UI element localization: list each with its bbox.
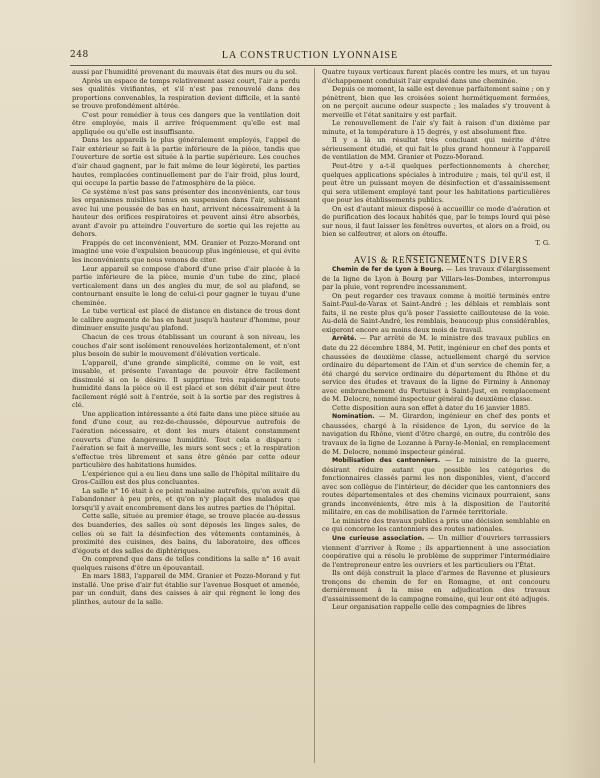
section-title: AVIS & RENSEIGNEMENTS DIVERS (353, 255, 529, 266)
journal-title: LA CONSTRUCTION LYONNAISE (221, 50, 399, 61)
paragraph: Une application intéressante a été faite dans une pièce située au fond d'une cour, au rez-de-chaussée, dépourvue autrefois de l'aération nécessaire, et dont les murs étaient constamment couverts d'une dangereuse humidité. Tout cela a disparu : l'aération se fait à merveille, les murs sont secs ; et la respiration s'effectue très librement et sans être gênée par cette odeur particulière des habitations humides. (72, 409, 300, 470)
notice-paragraph (322, 534, 550, 569)
page-header (70, 50, 550, 64)
page-number: 248 (70, 50, 89, 60)
paragraph: La salle n° 16 était à ce point malsaine autrefois, qu'on avait dû l'abandonner à peu près, et qu'on n'y plaçait des malades que lorsqu'il y avait encombrement dans les autres parties de l'hôpital. (72, 486, 300, 512)
paragraph: Après un espace de temps relativement assez court, l'air a perdu ses qualités vivifiantes, et s'il n'est pas renouvelé dans des proportions convenables, la respiration devient difficile, et la santé se trouve profondément altérée. (72, 76, 300, 111)
paragraph: Le renouvellement de l'air s'y fait à raison d'un dixième par minute, et la température à 15 degrés, y est absolument fixe. (322, 119, 550, 136)
left-column (72, 68, 300, 606)
paragraph: Leur appareil se compose d'abord d'une prise d'air placée à la partie inférieure de la pièce, munie d'un tube de zinc, placé verticalement dans un des angles du mur, de sol au plafond, se contournant ensuite le long de celui-ci pour gagner le tuyau d'une cheminée. (72, 264, 300, 307)
paragraph: Il y a là un résultat très concluant qui mérite d'être sérieusement étudié, et qui fait le plus grand honneur à l'appareil de ventilation de MM. Granier et Pozzo-Morand. (322, 136, 550, 162)
notice-text: — Par arrêté de M. le ministre des travaux publics en date du 22 décembre 1884, M. Petit, ingénieur en chef des ponts et chaussées de deuxième classe, actuellement chargé du service ordinaire du département de l'Ain et d'un service de chemin fer, a été chargé du service ordinaire du département du Rhône et du service des études et travaux de la ligne de Firminy à Annonay avec embranchement du Pertuiset à Saint-Just, en remplacement de M. Delocre, nommé inspecteur général de deuxième classe. (322, 334, 550, 404)
paragraph: C'est pour remédier à tous ces dangers que la ventilation doit être employée, mais il arrive fréquemment qu'elle est mal appliquée ou qu'elle est insuffisante. (72, 110, 300, 136)
paragraph: Cette salle, située au premier étage, se trouve placée au-dessus des buanderies, des salles où sont déposés les linges sales, de celles où se fait la désinfection des vêtements contaminés, à proximité des cuisines, des bains, du laboratoire, des offices d'égouts et des salles de diphtériques. (72, 512, 300, 555)
notice-heading: Une curieuse association. (332, 534, 425, 542)
paragraph: Dans les appareils le plus généralement employés, l'appel de l'air extérieur se fait à la partie inférieure de la pièce, tandis que l'ouverture de sortie est située à la partie supérieure. Les couches d'air chaud gagnent, par le fait même de leur légèreté, les parties hautes, remplacées continuellement par de l'air froid, plus lourd, qui occupe la partie basse de l'atmosphère de la pièce. (72, 136, 300, 188)
notice-heading: Chemin de fer de Lyon à Bourg. (332, 266, 444, 274)
paragraph: Peut-être y a-t-il quelques perfectionnements à chercher, quelques applications spéciales à introduire ; mais, tel qu'il est, il peut être un puissant moyen de désinfection et d'assainissement qui sera utilement employé tant pour les habitations particulières que pour les établissements publics. (322, 162, 550, 205)
paragraph: Quatre tuyaux verticaux furent placés contre les murs, et un tuyau d'échappement conduisit l'air expulsé dans une cheminée. (322, 68, 550, 85)
notice-text: — Un millier d'ouvriers terrassiers viennent d'arriver à Rome ; ils appartiennent à une association coopérative qui a résolu le problème de supprimer l'intermédiaire de l'entrepreneur entre les ouvriers et les particuliers ou l'État. (322, 533, 550, 569)
notice-paragraph (322, 265, 550, 292)
notice-paragraph (322, 334, 550, 403)
notice-paragraph (322, 456, 550, 517)
paragraph: On est d'autant mieux disposé à accueillir ce mode d'aération et de purification des locaux habités que, par le temps lourd qui pèse sur nous, il faut laisser les fenêtres ouvertes, et alors on a froid, ou bien se calfeutrer, et alors on étouffe. (322, 204, 550, 239)
notice-heading: Nomination. (332, 413, 375, 421)
notice-text: Cette disposition aura son effet à dater du 16 janvier 1885. (332, 403, 531, 412)
notice-paragraph (322, 603, 550, 612)
notice-text: Le ministre des travaux publics a pris une décision semblable en ce qui concerne les cantonniers des routes nationales. (322, 516, 550, 534)
paragraph: Depuis ce moment, la salle est devenue parfaitement saine ; on y pénètrent, bien que les croisées soient hermétiquement fermées, on ne perçoit aucune odeur suspecte ; les malades s'y trouvent à merveille et l'état sanitaire y est parfait. (322, 85, 550, 119)
notice-text: — M. Girardon, ingénieur en chef des ponts et chaussées, chargé à la résidence de Lyon, du service de la navigation du Rhône, vient d'être chargé, en outre, du contrôle des travaux de la ligne de Lozanne à Paray-le-Monial, en remplacement de M. Delocre, nommé inspecteur général. (322, 412, 550, 456)
notice-paragraph (322, 569, 550, 603)
article-signature: T. G. (535, 238, 550, 247)
notice-paragraph (322, 517, 550, 534)
notice-text: On peut regarder ces travaux comme à moitié terminés entre Saint-Paul-de-Varax et Saint-André ; les déblais et remblais sont faits, il ne reste plus qu'à poser l'assiette caillouteuse de la voie. Au-delà de Saint-André, les remblais, beaucoup plus considérables, exigeront encore au moins deux mois de travail. (322, 291, 550, 334)
notice-heading: Arrêté. (332, 335, 357, 343)
notice-heading: Mobilisation des cantonniers. (332, 457, 441, 465)
notice-text: — Le ministre de la guerre, désirant réduire autant que possible les catégories de fonctionnaires classés parmi les non disponibles, vient, d'accord avec son collègue de l'intérieur, de décider que les cantonniers des routes départementales et des chemins vicinaux pourraient, sans grands inconvénients, être mis à la disposition de l'autorité militaire, en cas de mobilisation de l'armée territoriale. (322, 456, 550, 517)
notice-paragraph (322, 412, 550, 456)
notice-text: Ils ont déjà construit la place d'armes de Ravenne et plusieurs tronçons de chemin de fer en Romagne, et ont concouru dernièrement à la mise en adjudication des travaux d'assainissement de la campagne romaine, qui leur ont été adjugés. (322, 569, 550, 603)
notices-list (322, 265, 550, 612)
paragraph: Frappés de cet inconvénient, MM. Granier et Pozzo-Morand ont imaginé une voie d'expulsion beaucoup plus ingénieuse, et qui évite les inconvénients que nous venons de citer. (72, 238, 300, 265)
paragraph: Le tube vertical est placé de distance en distance de trous dont le calibre augmente de bas en haut jusqu'à hauteur d'homme, pour diminuer ensuite jusqu'au plafond. (72, 307, 300, 333)
paragraph: On comprend que dans de telles conditions la salle n° 16 avait quelques raisons d'être un épouvantail. (72, 555, 300, 572)
paragraph: Ce système n'est pas sans présenter des inconvénients, car tous les organismes nuisibles tenus en suspension dans l'air, subissant avec lui une poussée de bas en haut, arrivent nécessairement à la hauteur des orifices respiratoires et peuvent ainsi être absorbés, avant d'avoir pu atteindre l'ouverture de sortie qui les rejette au dehors. (72, 187, 300, 239)
notice-text: — Les travaux d'élargissement de la ligne de Lyon à Bourg par Villars-les-Dombes, interrompus par la pluie, vont reprendre incessamment. (322, 265, 550, 292)
header-rule (70, 65, 552, 66)
paragraph: L'appareil, d'une grande simplicité, comme on le voit, est inusable, et présente l'avantage de pouvoir être facilement dissimulé si on le désire. Il supprime très rapidement toute humidité dans la pièce où il est placé et son débit d'air peut être facilement réglé soit à l'entrée, soit à la sortie par des registres à clé. (72, 358, 300, 410)
paragraph: L'expérience qui a eu lieu dans une salle de l'hôpital militaire du Gros-Caillou est des plus concluantes. (72, 469, 300, 487)
paragraph: aussi par l'humidité provenant du mauvais état des murs ou du sol. (72, 68, 298, 76)
paragraph: Chacun de ces trous établissant un courant à son niveau, les couches d'air sont isolément renouvelées horizontalement, et n'ont plus besoin de subir le mouvement d'élévation verticale. (72, 332, 300, 359)
page-shadow (558, 0, 600, 778)
notice-paragraph (322, 404, 550, 413)
column-divider (314, 68, 315, 763)
ventilation-article-continuation (322, 68, 550, 239)
right-column (322, 68, 550, 612)
notice-paragraph (322, 292, 550, 335)
paragraph: En mars 1883, l'appareil de MM. Granier et Pozzo-Morand y fut installé. Une prise d'air fut établie sur l'avenue Bosquet et amenée, par un conduit, dans des caisses à air qui règnent le long des plinthes, autour de la salle. (72, 572, 300, 606)
notice-text: Leur organisation rappelle celle des compagnies de libres (332, 603, 526, 612)
